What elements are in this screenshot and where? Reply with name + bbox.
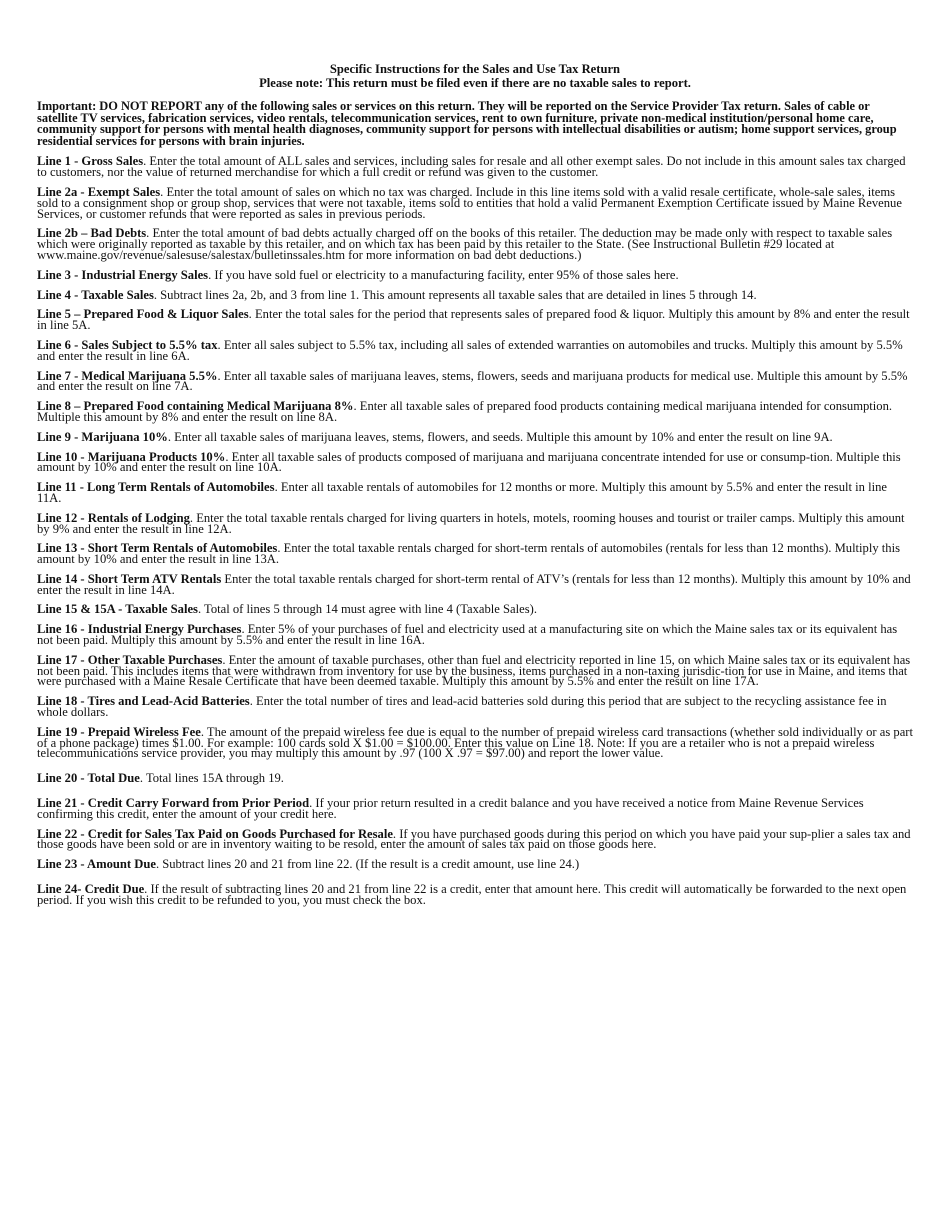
line-label: Line 7 - Medical Marijuana 5.5% bbox=[37, 368, 218, 383]
line-17 bbox=[37, 652, 913, 689]
line-text: . If your prior return resulted in a credit balance and you have received a notice from Maine Revenue Services confirming this credit, enter the amount of your credit here. bbox=[37, 796, 864, 821]
line-21 bbox=[37, 798, 913, 820]
line-label: Line 23 - Amount Due bbox=[37, 857, 156, 872]
line-text: . Enter the total taxable rentals charged for living quarters in hotels, motels, rooming houses and tourist or trailer camps. Multiply this amount by 9% and enter the result in line 12A. bbox=[37, 510, 905, 536]
line-1 bbox=[37, 156, 913, 178]
line-4 bbox=[37, 287, 913, 302]
line-label: Line 18 - Tires and Lead-Acid Batteries bbox=[37, 694, 250, 709]
line-text: . Total of lines 5 through 14 must agree with line 4 (Taxable Sales). bbox=[197, 602, 537, 617]
line-text: . Enter 5% of your purchases of fuel and electricity used at a manufacturing site on which the Maine sales tax or its equivalent has not been paid. Multiply this amount by 5.5% and enter the result in line 16A. bbox=[37, 622, 898, 648]
line-6 bbox=[37, 337, 913, 363]
line-19 bbox=[37, 724, 913, 761]
line-text: . Enter all taxable sales of marijuana leaves, stems, flowers, seeds and marijuana products for medical use. Multiple this amount by 5.5% and enter the result on line 7A. bbox=[37, 368, 908, 394]
line-label: Line 11 - Long Term Rentals of Automobiles bbox=[37, 480, 275, 495]
line-22 bbox=[37, 826, 913, 852]
line-text: . Enter all taxable sales of marijuana leaves, stems, flowers, and seeds. Multiple this amount by 10% and enter the result on line 9A. bbox=[167, 429, 833, 444]
line-label: Line 16 - Industrial Energy Purchases bbox=[37, 622, 242, 637]
line-7 bbox=[37, 368, 913, 394]
line-label: Line 14 - Short Term ATV Rentals bbox=[37, 571, 222, 586]
line-label: Line 17 - Other Taxable Purchases bbox=[37, 652, 223, 667]
line-label: Line 13 - Short Term Rentals of Automobiles bbox=[37, 541, 278, 556]
line-text: . Enter the total amount of sales on which no tax was charged. Include in this line items sold with a valid resale certificate, whole-sale sales, items sold to a consignment shop or group shop, services that were not taxable, items sold to entities that hold a valid Permanent Exemption Certificate issued by Maine Revenue Services, or customer refunds that were reported as sales in previous periods. bbox=[37, 184, 902, 221]
important-notice: Important: DO NOT REPORT any of the following sales or services on this return. They will be reported on the Service Provider Tax return. Sales of cable or satellite TV services, fabrication services, video rentals, telecommunication services, rent to own furniture, private non-medical institution/personal home care, community support for persons with mental health diagnoses, community support for persons with intellectual disabilities or autism; home support services, group residential services for persons with brain injuries. bbox=[37, 99, 897, 148]
line-3 bbox=[37, 267, 913, 282]
line-18 bbox=[37, 696, 913, 718]
line-label: Line 5 – Prepared Food & Liquor Sales bbox=[37, 307, 249, 322]
line-label: Line 10 - Marijuana Products 10% bbox=[37, 449, 226, 464]
line-label: Line 15 & 15A - Taxable Sales bbox=[37, 602, 198, 617]
line-5 bbox=[37, 309, 913, 331]
line-label: Line 1 - Gross Sales bbox=[37, 154, 144, 169]
line-16 bbox=[37, 624, 913, 646]
line-8 bbox=[37, 401, 913, 423]
line-label: Line 19 - Prepaid Wireless Fee bbox=[37, 724, 201, 739]
line-20 bbox=[37, 773, 913, 784]
page-title: Specific Instructions for the Sales and Use Tax Return bbox=[329, 62, 621, 76]
line-text: . If you have purchased goods during this period on which you have paid your sup-plier a sales tax and those goods have been sold or are in inventory waiting to be resold, enter the amount of sales tax paid on those goods here. bbox=[37, 826, 911, 852]
line-text: . Enter all sales subject to 5.5% tax, including all sales of extended warranties on automobiles and trucks. Multiply this amount by 5.5% and enter the result in line 6A. bbox=[37, 337, 903, 363]
line-text: Enter the total taxable rentals charged for short-term rental of ATV’s (rentals for less than 12 months). Multiply this amount by 10% and enter the result in line 14A. bbox=[37, 571, 911, 597]
line-11 bbox=[37, 482, 913, 504]
line-label: Line 24- Credit Due bbox=[37, 882, 145, 897]
line-text: . The amount of the prepaid wireless fee due is equal to the number of prepaid wireless card transactions (whether sold individually or as part of a phone package) times $1.00. For example: 100 cards sold X $1.00 = $100.00. Enter this value on Line 18. Note: If you are a retailer who is not a prepaid wireless telecommunications service provider, you may multiply this amount by .97 (100 X .97 = $97.00) and report the lower value. bbox=[37, 724, 913, 761]
line-text: . If the result of subtracting lines 20 and 21 from line 22 is a credit, enter that amount here. This credit will automatically be forwarded to the next open period. If you wish this credit to be refunded to you, you must check the box. bbox=[37, 882, 907, 907]
line-14 bbox=[37, 571, 913, 597]
line-text: . If you have sold fuel or electricity to a manufacturing facility, enter 95% of those sales here. bbox=[208, 267, 679, 282]
line-label: Line 22 - Credit for Sales Tax Paid on Goods Purchased for Resale bbox=[37, 826, 393, 841]
line-9 bbox=[37, 429, 913, 444]
line-text: . Enter the amount of taxable purchases, other than fuel and electricity reported in line 15, on which Maine sales tax or its equivalent has not been paid. This includes items that were withdrawn from inventory for use by the business, items purchased in a non-taxing jurisdic-tion for use in Maine, and items that were purchased with a Maine Resale Certificate that have been deemed taxable. Multiply this amount by 5.5% and enter the result on line 17A. bbox=[37, 652, 911, 689]
line-text: . Enter the total amount of ALL sales and services, including sales for resale and all other exempt sales. Do not include in this amount sales tax charged to customers, nor the value of returned merchandise for which a full credit or refund was given to the customer. bbox=[37, 154, 906, 180]
line-text: . Enter all taxable rentals of automobiles for 12 months or more. Multiply this amount by 5.5% and enter the result in line 11A. bbox=[37, 480, 887, 505]
line-text: . Enter the total number of tires and lead-acid batteries sold during this period that are subject to the recycling assistance fee in whole dollars. bbox=[37, 694, 887, 720]
line-23 bbox=[37, 859, 913, 870]
line-24 bbox=[37, 884, 913, 906]
line-2b bbox=[37, 228, 913, 260]
filing-note: Please note: This return must be filed even if there are no taxable sales to report. bbox=[259, 76, 691, 90]
line-10 bbox=[37, 449, 913, 475]
line-label: Line 20 - Total Due bbox=[37, 771, 140, 786]
line-text: . Subtract lines 2a, 2b, and 3 from line 1. This amount represents all taxable sales that are detailed in lines 5 through 14. bbox=[153, 287, 757, 302]
line-label: Line 2b – Bad Debts bbox=[37, 226, 147, 241]
line-12 bbox=[37, 510, 913, 536]
line-text: . Enter the total amount of bad debts actually charged off on the books of this retailer. The deduction may be made only with respect to taxable sales which were originally reported as taxable by this retailer, and on which tax has been paid by this retailer to the State. (See Instructional Bulletin #29 located at www.maine.gov/revenue/salesuse/salestax/bulletinssales.htm for more information on bad debt deductions.) bbox=[37, 226, 893, 262]
line-2a bbox=[37, 184, 913, 221]
line-text: . Enter all taxable sales of prepared food products containing medical marijuana intended for consumption. Multiple this amount by 8% and enter the result on line 8A. bbox=[37, 399, 893, 424]
line-label: Line 9 - Marijuana 10% bbox=[37, 429, 168, 444]
line-text: . Total lines 15A through 19. bbox=[139, 771, 284, 786]
line-text: . Enter all taxable sales of products composed of marijuana and marijuana concentrate intended for use or consump-tion. Multiple this amount by 10% and enter the result on line 10A. bbox=[37, 449, 901, 475]
line-text: . Subtract lines 20 and 21 from line 22. (If the result is a credit amount, use line 24.) bbox=[155, 857, 580, 872]
line-label: Line 8 – Prepared Food containing Medical Marijuana 8% bbox=[37, 399, 354, 414]
line-text: . Enter the total sales for the period that represents sales of prepared food & liquor. Multiply this amount by 8% and enter the result in line 5A. bbox=[37, 307, 910, 333]
line-15 bbox=[37, 604, 913, 615]
line-label: Line 2a - Exempt Sales bbox=[37, 184, 161, 199]
instructions-page bbox=[37, 62, 913, 906]
line-13 bbox=[37, 543, 913, 565]
line-text: . Enter the total taxable rentals charged for short-term rentals of automobiles (rentals for less than 12 months). Multiply this amount by 10% and enter the result in line 13A. bbox=[37, 541, 900, 567]
line-label: Line 3 - Industrial Energy Sales bbox=[37, 267, 209, 282]
line-label: Line 4 - Taxable Sales bbox=[37, 287, 154, 302]
line-label: Line 12 - Rentals of Lodging bbox=[37, 510, 190, 525]
line-label: Line 6 - Sales Subject to 5.5% tax bbox=[37, 337, 218, 352]
line-label: Line 21 - Credit Carry Forward from Prior Period bbox=[37, 796, 310, 811]
